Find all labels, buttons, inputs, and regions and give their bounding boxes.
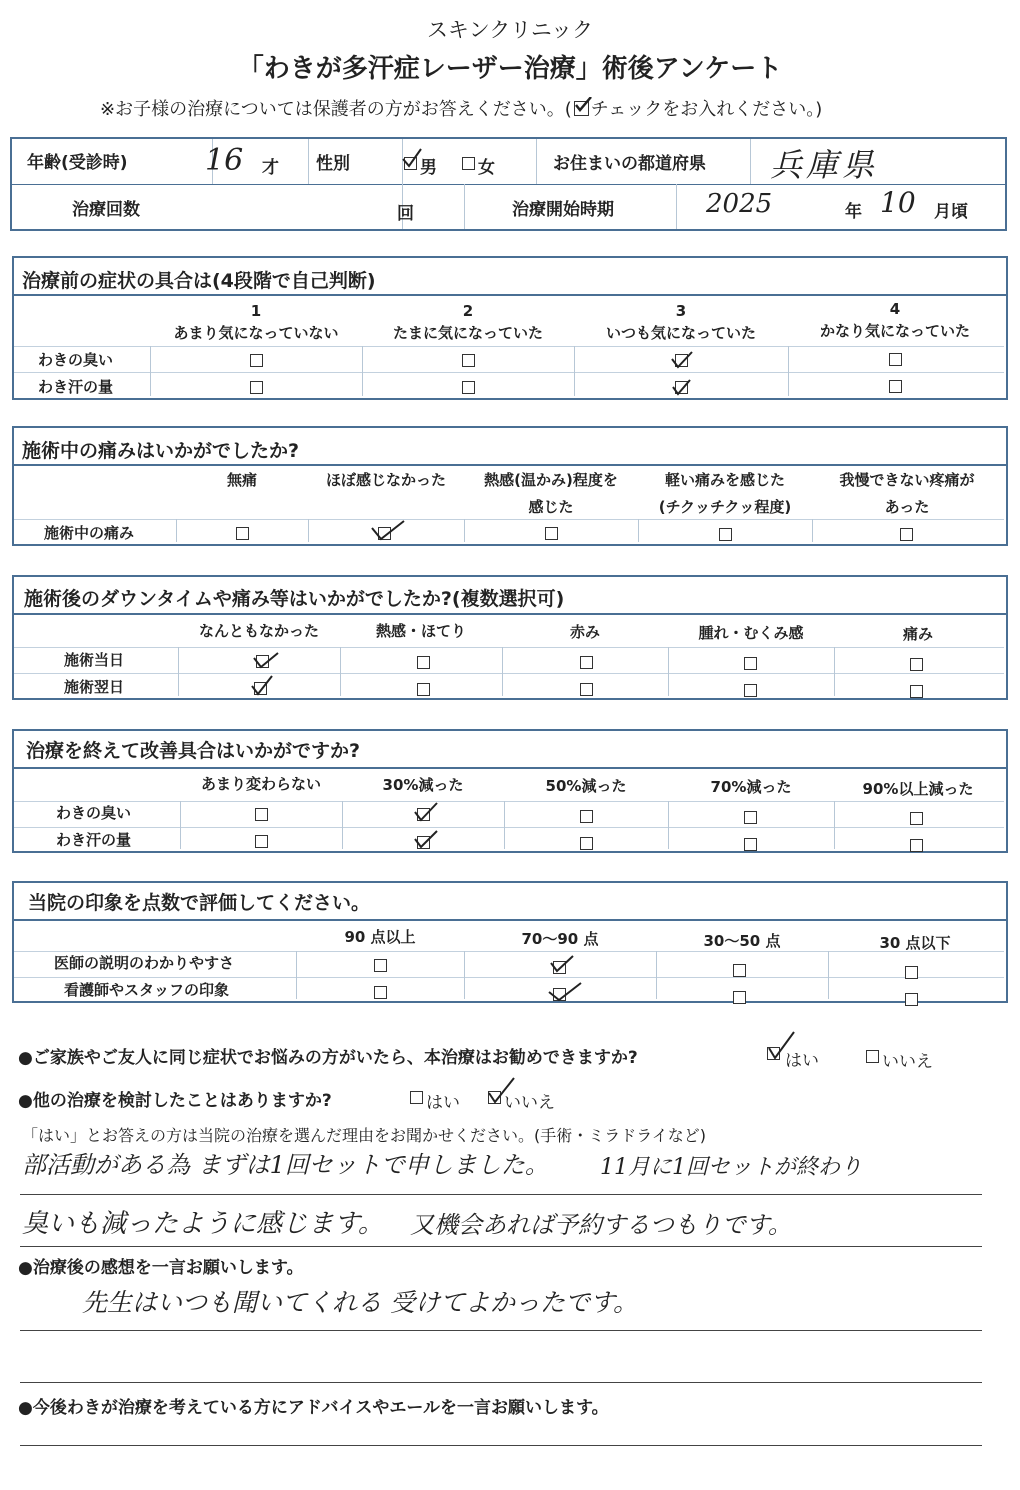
female-checkbox[interactable] (462, 157, 475, 170)
age-label: 年齢(受診時) (27, 153, 128, 173)
q1-no-label: いいえ (882, 1052, 933, 1072)
month-unit: 月頃 (934, 202, 968, 222)
q2-answer-2: 臭いも減ったように感じます。 (22, 1209, 384, 1239)
page-title: 「わきが多汗症レーザー治療」術後アンケート (237, 54, 783, 84)
s4-odor-3[interactable] (580, 810, 593, 823)
s1-num-1: 1 (250, 302, 262, 320)
s4-col-1: あまり変わらない (200, 775, 321, 793)
section-pain-title: 施術中の痛みはいかがでしたか? (22, 440, 300, 462)
s3-next-4[interactable] (744, 684, 757, 697)
s4-row-odor: わきの臭い (56, 804, 132, 822)
s3-day-1-check-mark (252, 649, 280, 671)
s4-sweat-1[interactable] (255, 835, 268, 848)
s1-num-3: 3 (675, 302, 687, 320)
q4-text: ●今後わきが治療を考えている方にアドバイスやエールを一言お願いします。 (18, 1398, 609, 1418)
s3-col-5: 痛み (902, 625, 933, 643)
q3-text: ●治療後の感想を一言お願いします。 (18, 1258, 304, 1278)
s3-day-4[interactable] (744, 657, 757, 670)
s2-col-5a: 我慢できない疼痛が (839, 471, 975, 489)
s2-col-4a: 軽い痛みを感じた (664, 471, 785, 489)
s2-pain-2-check-mark (370, 518, 406, 542)
s5-doctor-4[interactable] (905, 966, 918, 979)
s1-num-4: 4 (889, 300, 901, 318)
s1-col-3: いつも気になっていた (605, 324, 756, 342)
s5-staff-3[interactable] (733, 991, 746, 1004)
s4-row-sweat: わき汗の量 (56, 831, 132, 849)
s5-doctor-1[interactable] (374, 959, 387, 972)
section-rating-title: 当院の印象を点数で評価してください。 (28, 892, 371, 914)
s1-row-odor: わきの臭い (38, 351, 114, 369)
s5-col-2: 70〜90 点 (521, 930, 599, 948)
s1-row-sweat: わき汗の量 (38, 378, 114, 396)
s3-next-5[interactable] (910, 685, 923, 698)
check-sample-icon (574, 101, 589, 116)
q2-text: ●他の治療を検討したことはありますか? (18, 1091, 332, 1111)
s2-col-3b: 感じた (528, 498, 574, 516)
q2-answer-2b: 又機会あれば予約するつもりです。 (410, 1211, 792, 1239)
count-label: 治療回数 (72, 200, 140, 220)
count-unit: 回 (397, 204, 414, 224)
s4-sweat-4[interactable] (744, 838, 757, 851)
s5-col-1: 90 点以上 (344, 928, 416, 946)
s5-doctor-2-check-mark (549, 953, 575, 975)
s3-next-3[interactable] (580, 683, 593, 696)
section-improvement-title: 治療を終えて改善具合はいかがですか? (26, 740, 361, 762)
s4-col-3: 50%減った (545, 777, 627, 795)
s5-row-doctor: 医師の説明のわかりやすさ (54, 954, 235, 972)
q2-answer-1b: 11月に1回セットが終わり (600, 1155, 862, 1180)
s2-pain-3[interactable] (545, 527, 558, 540)
start-year: 2025 (706, 189, 773, 219)
s3-day-3[interactable] (580, 656, 593, 669)
s5-staff-4[interactable] (905, 993, 918, 1006)
s4-odor-1[interactable] (255, 808, 268, 821)
s4-col-5: 90%以上減った (862, 780, 974, 798)
note-tail: チェックをお入れください。) (590, 99, 823, 120)
start-month: 10 (880, 186, 916, 219)
q2-answer-1: 部活動がある為 まずは1回セットで申しました。 (22, 1151, 549, 1179)
q2-yes-checkbox[interactable] (410, 1091, 423, 1104)
s3-day-5[interactable] (910, 658, 923, 671)
clinic-name: スキンクリニック (426, 18, 594, 42)
s1-sweat-4[interactable] (889, 380, 902, 393)
s3-col-2: 熱感・ほてり (375, 622, 466, 640)
s5-row-staff: 看護師やスタッフの印象 (64, 981, 230, 999)
s1-odor-3-check-mark (670, 349, 694, 371)
q1-no-checkbox[interactable] (866, 1050, 879, 1063)
prefecture-label: お住まいの都道府県 (553, 154, 706, 174)
s1-sweat-2[interactable] (462, 381, 475, 394)
q1-yes-label: はい (785, 1051, 819, 1071)
s1-odor-1[interactable] (250, 354, 263, 367)
age-unit: 才 (262, 158, 279, 178)
s3-day-2[interactable] (417, 656, 430, 669)
s2-pain-5[interactable] (900, 528, 913, 541)
s2-col-1: 無痛 (226, 471, 257, 489)
s4-sweat-2-check-mark (413, 829, 439, 851)
s4-col-4: 70%減った (710, 778, 792, 796)
s2-col-5b: あった (884, 498, 930, 516)
s3-col-1: なんともなかった (198, 622, 319, 640)
s2-pain-1[interactable] (236, 527, 249, 540)
s1-odor-4[interactable] (889, 353, 902, 366)
s5-col-3: 30〜50 点 (703, 932, 781, 950)
s1-sweat-1[interactable] (250, 381, 263, 394)
s4-odor-4[interactable] (744, 811, 757, 824)
gender-label: 性別 (316, 154, 350, 174)
s5-staff-1[interactable] (374, 986, 387, 999)
q2-sub: 「はい」とお答えの方は当院の治療を選んだ理由をお聞かせください。(手術・ミラドライなど) (22, 1126, 707, 1145)
q1-text: ●ご家族やご友人に同じ症状でお悩みの方がいたら、本治療はお勧めできますか? (18, 1048, 638, 1068)
section-downtime-title: 施術後のダウンタイムや痛み等はいかがでしたか?(複数選択可) (24, 588, 565, 610)
s1-col-4: かなり気になっていた (819, 322, 970, 340)
female-label: 女 (478, 158, 495, 178)
s3-col-3: 赤み (569, 623, 600, 641)
s2-col-4b: (チクッチクッ程度) (658, 498, 792, 516)
s1-col-2: たまに気になっていた (392, 324, 543, 342)
s5-staff-2-check-mark (547, 980, 583, 1004)
note-text: ※お子様の治療については保護者の方がお答えください。( (100, 99, 572, 120)
male-label: 男 (420, 158, 437, 178)
q3-answer: 先生はいつも聞いてくれる 受けてよかったです。 (82, 1288, 638, 1317)
s1-col-1: あまり気になっていない (173, 324, 339, 342)
s4-odor-5[interactable] (910, 812, 923, 825)
q2-no-label: いいえ (504, 1093, 555, 1113)
prefecture-value: 兵庫県 (770, 146, 879, 184)
s1-sweat-3-check-mark (670, 376, 694, 398)
s3-col-4: 腫れ・むくみ感 (698, 624, 804, 642)
s5-doctor-3[interactable] (733, 964, 746, 977)
s3-row-day: 施術当日 (64, 651, 125, 669)
year-unit: 年 (845, 202, 862, 222)
s4-sweat-5[interactable] (910, 839, 923, 852)
s4-odor-2-check-mark (413, 801, 439, 825)
s2-col-2: ほぼ感じなかった (325, 471, 446, 489)
instruction-note (100, 95, 822, 121)
s3-next-2[interactable] (417, 683, 430, 696)
s4-col-2: 30%減った (382, 776, 464, 794)
age-value: 16 (205, 143, 244, 178)
s2-row-pain: 施術中の痛み (44, 524, 135, 542)
s4-sweat-3[interactable] (580, 837, 593, 850)
s1-num-2: 2 (462, 302, 474, 320)
s3-row-next: 施術翌日 (64, 678, 125, 696)
q2-yes-label: はい (426, 1093, 460, 1113)
s5-col-4: 30 点以下 (879, 934, 951, 952)
s3-next-1-check-mark (250, 674, 276, 698)
start-label: 治療開始時期 (512, 200, 614, 220)
s1-odor-2[interactable] (462, 354, 475, 367)
section-symptoms-title: 治療前の症状の具合は(4段階で自己判断) (22, 270, 376, 292)
s2-pain-4[interactable] (719, 528, 732, 541)
s2-col-3a: 熱感(温かみ)程度を (484, 471, 618, 489)
